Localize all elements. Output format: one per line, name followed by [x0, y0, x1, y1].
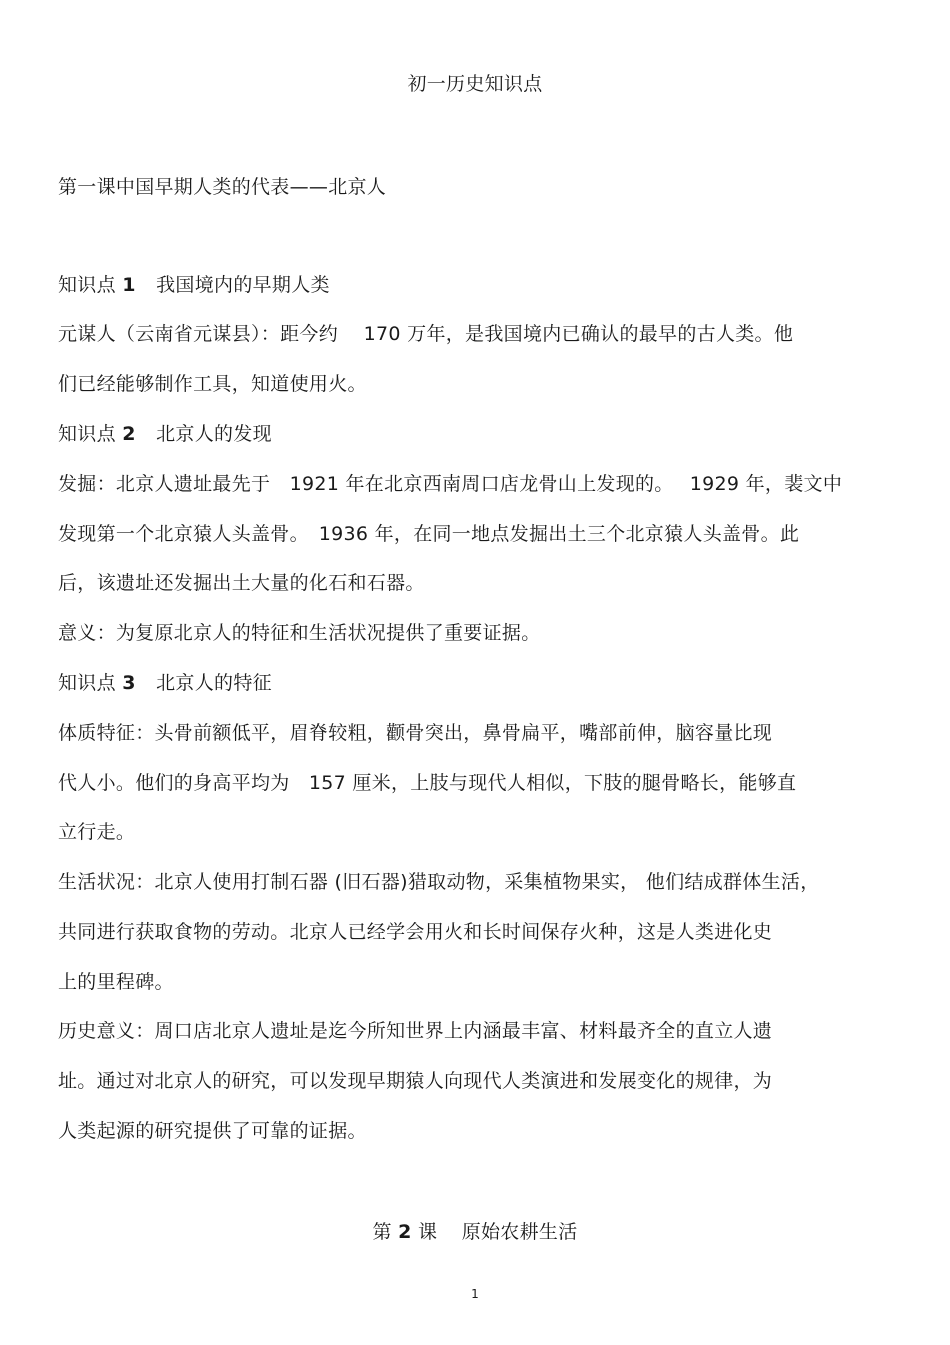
knowledge-point-3-heading [58, 671, 272, 695]
kp-title: 我国境内的早期人类 [156, 274, 330, 296]
paragraph-line: 们已经能够制作工具，知道使用火。 [58, 373, 367, 395]
lesson-suffix: 课 [418, 1221, 438, 1243]
kp-number: 1 [122, 274, 136, 296]
page-number: 1 [471, 1287, 479, 1301]
paragraph-line: 人类起源的研究提供了可靠的证据。 [58, 1120, 367, 1142]
kp-number: 2 [122, 423, 136, 445]
knowledge-point-1-heading [58, 273, 330, 297]
kp-label: 知识点 [58, 672, 116, 694]
kp-label: 知识点 [58, 423, 116, 445]
lesson-2-heading [0, 1220, 950, 1244]
paragraph-line: 元谋人（云南省元谋县）：距今约 170 万年，是我国境内已确认的最早的古人类。他 [58, 323, 794, 345]
paragraph-line: 代人小。他们的身高平均为 157 厘米，上肢与现代人相似，下肢的腿骨略长，能够直 [58, 772, 797, 794]
lesson-prefix: 第 [372, 1221, 392, 1243]
paragraph-line: 上的里程碑。 [58, 971, 174, 993]
paragraph-line: 立行走。 [58, 821, 136, 843]
paragraph-line: 生活状况：北京人使用打制石器 (旧石器)猎取动物，采集植物果实， 他们结成群体生活， [58, 871, 820, 893]
lesson-title: 原始农耕生活 [461, 1221, 578, 1243]
kp-number: 3 [122, 672, 136, 694]
document-title: 初一历史知识点 [407, 73, 543, 95]
paragraph-line: 发现第一个北京猿人头盖骨。 1936 年，在同一地点发掘出土三个北京猿人头盖骨。此 [58, 523, 800, 545]
lesson-number: 2 [398, 1221, 412, 1243]
knowledge-point-2-heading [58, 422, 272, 446]
kp-label: 知识点 [58, 274, 116, 296]
paragraph-line: 址。通过对北京人的研究，可以发现早期猿人向现代人类演进和发展变化的规律，为 [58, 1070, 773, 1092]
kp-title: 北京人的发现 [156, 423, 272, 445]
paragraph-line: 意义：为复原北京人的特征和生活状况提供了重要证据。 [58, 622, 541, 644]
paragraph-line: 历史意义：周口店北京人遗址是迄今所知世界上内涵最丰富、材料最齐全的直立人遗 [58, 1020, 773, 1042]
lesson-1-heading: 第一课中国早期人类的代表——北京人 [58, 176, 387, 198]
paragraph-line: 体质特征：头骨前额低平，眉脊较粗，颧骨突出，鼻骨扁平，嘴部前伸，脑容量比现 [58, 722, 773, 744]
paragraph-line: 发掘：北京人遗址最先于 1921 年在北京西南周口店龙骨山上发现的。 1929 年，裴文中 [58, 473, 843, 495]
kp-title: 北京人的特征 [156, 672, 272, 694]
paragraph-line: 后，该遗址还发掘出土大量的化石和石器。 [58, 572, 425, 594]
paragraph-line: 共同进行获取食物的劳动。北京人已经学会用火和长时间保存火种，这是人类进化史 [58, 921, 773, 943]
